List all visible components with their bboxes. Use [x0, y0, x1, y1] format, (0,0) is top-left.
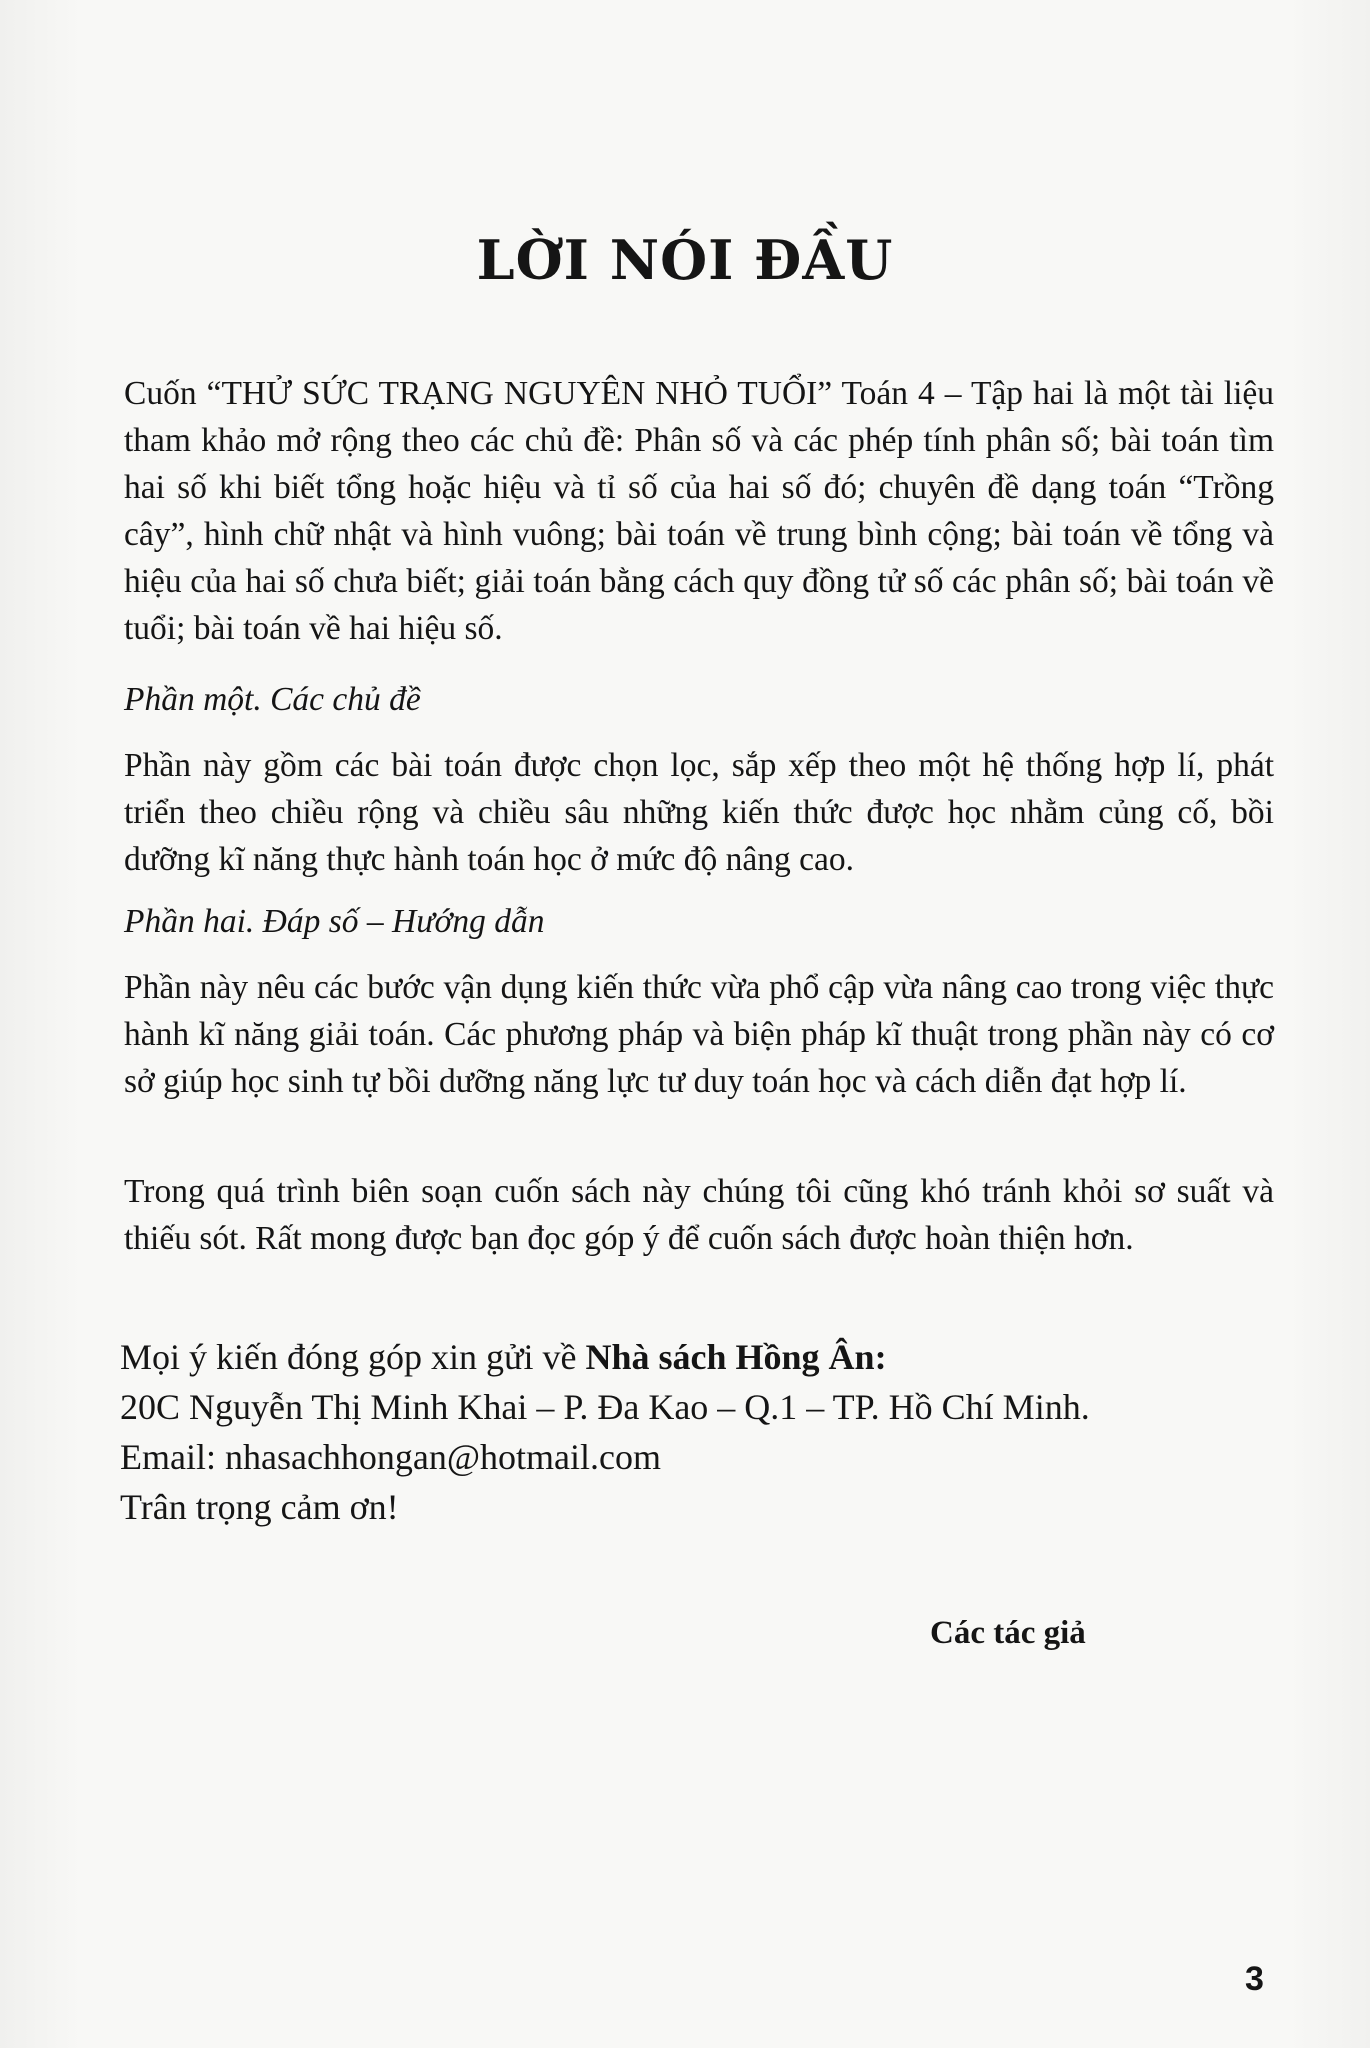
publisher-name: Nhà sách Hồng Ân: — [585, 1337, 887, 1377]
part-one-paragraph: Phần này gồm các bài toán được chọn lọc, sắp xếp theo một hệ thống hợp lí, phát triển theo chiều rộng và chiều sâu những kiến thức được học nhằm củng cố, bồi dưỡng kĩ năng thực hành toán học ở mức độ nâng cao. — [124, 747, 1274, 878]
publisher-address: 20C Nguyễn Thị Minh Khai – P. Đa Kao – Q.1 – TP. Hồ Chí Minh. — [120, 1387, 1090, 1427]
thanks-line: Trân trọng cảm ơn! — [120, 1487, 399, 1527]
part-two-heading: Phần hai. Đáp số – Hướng dẫn — [124, 903, 545, 940]
publisher-email: Email: nhasachhongan@hotmail.com — [120, 1437, 662, 1477]
contact-prefix: Mọi ý kiến đóng góp xin gửi về — [120, 1337, 586, 1377]
closing-paragraph: Trong quá trình biên soạn cuốn sách này chúng tôi cũng khó tránh khỏi sơ suất và thiếu sót. Rất mong được bạn đọc góp ý để cuốn sách được hoàn thiện hơn. — [124, 1173, 1274, 1257]
contact-line — [120, 1332, 1090, 1382]
part-two-paragraph: Phần này nêu các bước vận dụng kiến thức vừa phổ cập vừa nâng cao trong việc thực hành kĩ năng giải toán. Các phương pháp và biện pháp kĩ thuật trong phần này có cơ sở giúp học sinh tự bồi dưỡng năng lực tư duy toán học và cách diễn đạt hợp lí. — [124, 969, 1274, 1100]
page-title: LỜI NÓI ĐẦU — [476, 228, 894, 292]
contact-block — [120, 1332, 1090, 1532]
page-number: 3 — [1245, 1960, 1264, 1998]
authors-signature: Các tác giả — [930, 1615, 1086, 1651]
part-one-heading: Phần một. Các chủ đề — [124, 681, 421, 718]
intro-paragraph: Cuốn “THỬ SỨC TRẠNG NGUYÊN NHỎ TUỔI” Toán 4 – Tập hai là một tài liệu tham khảo mở rộng theo các chủ đề: Phân số và các phép tính phân số; bài toán tìm hai số khi biết tổng hoặc hiệu và tỉ số của hai số đó; chuyên đề dạng toán “Trồng cây”, hình chữ nhật và hình vuông; bài toán về trung bình cộng; bài toán về tổng và hiệu của hai số chưa biết; giải toán bằng cách quy đồng tử số các phân số; bài toán về tuổi; bài toán về hai hiệu số. — [124, 375, 1274, 647]
